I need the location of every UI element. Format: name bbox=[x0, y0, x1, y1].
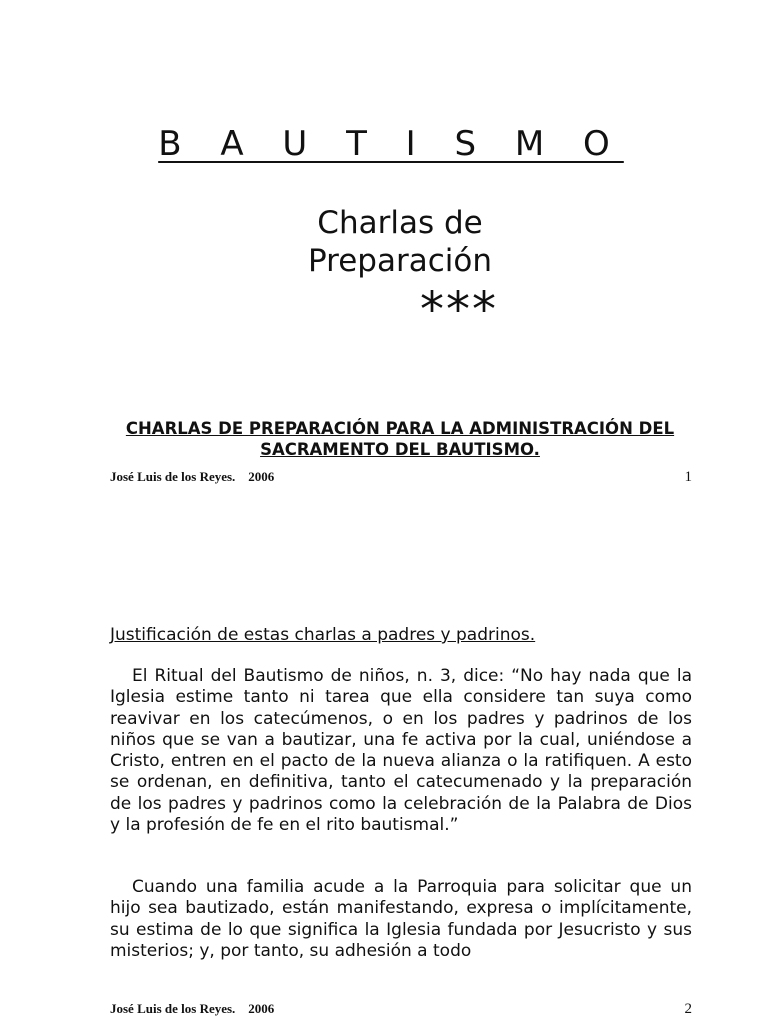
page-footer-1 bbox=[110, 469, 692, 485]
footer-author: José Luis de los Reyes. 2006 bbox=[110, 469, 275, 484]
paragraph-1: El Ritual del Bautismo de niños, n. 3, dice: “No hay nada que la Iglesia estime tanto ni tarea que ella considere tan suya como reavivar en los catecúmenos, o en los padres y padrinos de los niños que se van a bautizar, una fe activa por la cual, uniéndose a Cristo, entren en el pacto de la nueva alianza o la ratifiquen. A esto se ordenan, en definitiva, tanto el catecumenado y la preparación de los padres y padrinos como la celebración de la Palabra de Dios y la profesión de fe en el rito bautismal.” bbox=[110, 666, 692, 836]
page-number: 2 bbox=[684, 1001, 692, 1017]
document-title-text: B A U T I S M O bbox=[158, 124, 624, 164]
page-number: 1 bbox=[684, 469, 692, 485]
ornament-asterisks: *** bbox=[420, 282, 498, 338]
document-title bbox=[0, 122, 768, 166]
document-subtitle bbox=[200, 204, 600, 280]
paragraph-2: Cuando una familia acude a la Parroquia para solicitar que un hijo sea bautizado, están manifestando, expresa o implícitamente, su estima de lo que significa la Iglesia fundada por Jesucristo y sus misterios; y, por tanto, su adhesión a todo bbox=[110, 877, 692, 961]
page-footer-2 bbox=[110, 1001, 692, 1017]
section-heading: Justificación de estas charlas a padres y padrinos. bbox=[110, 625, 536, 645]
footer-author: José Luis de los Reyes. 2006 bbox=[110, 1001, 275, 1016]
subtitle-line-2: Preparación bbox=[308, 243, 492, 279]
charlas-heading: CHARLAS DE PREPARACIÓN PARA LA ADMINISTRACIÓN DEL SACRAMENTO DEL BAUTISMO. bbox=[125, 419, 675, 459]
subtitle-line-1: Charlas de bbox=[317, 205, 483, 241]
